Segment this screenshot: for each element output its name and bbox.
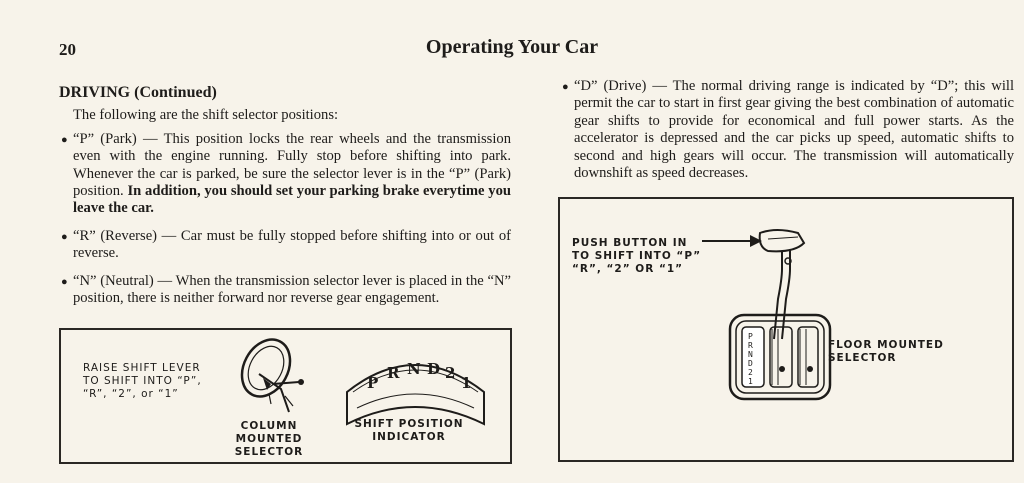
floor-shifter-icon [698,219,958,449]
indicator-letter: 2 [445,364,456,382]
bullet-neutral [59,273,511,308]
shift-position-caption: SHIFT POSITION INDICATOR [354,418,464,443]
park-text: “P” (Park) — This position locks the rear wheels and the transmission even with the engine running. Fully stop before shifting into park. Whenever the car is parked, be sure the selector lever is in the “P” (Park) position. [73,130,511,200]
indicator-letter: D [427,360,441,378]
gate-letter: 2 [748,368,753,377]
bullet-dot-icon: ● [61,230,68,243]
gate-letter: 1 [748,377,753,386]
section-heading: DRIVING (Continued) [59,84,217,101]
right-column [560,78,1014,192]
raise-lever-caption: RAISE SHIFT LEVER TO SHIFT INTO “P”, “R”, “2”, or “1” [83,362,202,400]
indicator-letter: N [407,360,421,378]
bullet-dot-icon: ● [61,133,68,146]
bullet-dot-icon: ● [61,275,68,288]
bullet-dot-icon: ● [562,81,569,93]
neutral-text: “N” (Neutral) — When the transmission selector lever is placed in the “N” position, there is neither forward nor reverse gear engagement. [73,272,511,307]
floor-selector-figure [558,197,1014,462]
drive-text: “D” (Drive) — The normal driving range is indicated by “D”; this will permit the car to start in first gear giving the best combination of automatic gear shifts to provide for economical and full power starts. As the accelerator is depressed and the car picks up speed, automatic shifts to second and high gears will occur. The transmission will automatically downshift as speed decreases. [574,78,1014,182]
left-column [59,84,511,317]
steering-column-icon [211,334,331,429]
indicator-letter: P [367,374,379,392]
page-number: 20 [59,40,76,59]
gate-letter: D [748,359,753,368]
gate-letter: R [748,341,753,350]
intro-text: The following are the shift selector positions: [73,107,339,124]
column-selector-figure [59,328,512,464]
page-title: Operating Your Car [425,36,599,58]
gate-letter: P [748,332,753,341]
column-mounted-caption: COLUMN MOUNTED SELECTOR [234,420,304,458]
indicator-letter: 1 [461,374,472,392]
bullet-reverse [59,228,511,263]
push-button-caption: PUSH BUTTON IN TO SHIFT INTO “P” “R”, “2” OR “1” [572,237,702,275]
bullet-drive [560,78,1014,182]
reverse-text: “R” (Reverse) — Car must be fully stopped before shifting into or out of reverse. [73,227,511,262]
floor-mounted-caption: FLOOR MOUNTED SELECTOR [828,339,944,364]
gate-letter: N [748,350,753,359]
indicator-letter: R [387,364,400,382]
park-warning: In addition, you should set your parking brake everytime you leave the car. [73,183,512,217]
bullet-park [59,131,511,218]
